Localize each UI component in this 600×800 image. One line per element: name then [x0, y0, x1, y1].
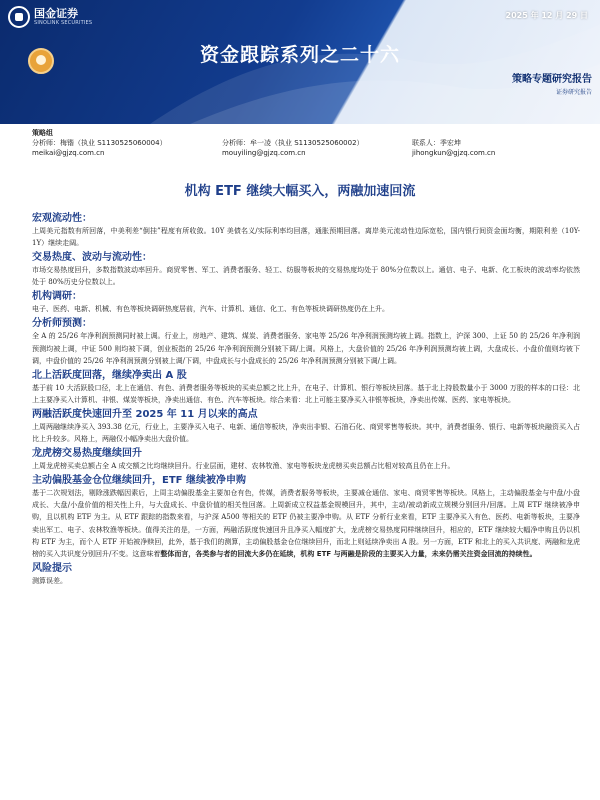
- analyst-email-link[interactable]: meikai@gjzq.com.cn: [32, 149, 105, 157]
- section-title-trading-heat: 交易热度、波动与流动性：: [32, 252, 152, 264]
- fund-position-conclusion: 整体而言，各类参与者的回流大多仍在延续，机构 ETF 与两融是阶段的主要买入力量，未来仍需关注资金回流的持续性。: [160, 549, 537, 558]
- section-body-trading-heat: 市场交易热度回升，多数指数波动率回升。商贸零售、军工、消费者服务、轻工、纺服等板块的交易热度均处于 80%分位数以上。通信、电子、电新、化工板块的波动率均依然处于 80%历史分位数以上。: [32, 266, 580, 287]
- report-date: 2025 年 12 月 29 日: [505, 11, 588, 20]
- section-title-northbound: 北上活跃度回落，继续净卖出 A 股: [32, 369, 187, 381]
- logo-name-cn: 国金证券: [34, 6, 78, 20]
- contact-name: 联系人：季宏坤: [411, 139, 461, 147]
- section-body-analyst-forecast: 全 A 的 25/26 年净利润预测同时被上调。行业上，房地产、建筑、煤炭、消费者服务、家电等 25/26 年净利润预测均被上调。指数上，沪深 300、上证 50 的 25/26 年净利润预测均被上调，中证 500 则均被下调，创业板指的 25/26 年净利润预测分别被下调/上调。风格上，大盘价值的 25/26 年净利润预测均被上调，大盘成长、小盘价值则均被下调，中盘价值的 25/26 年净利润预测分别被上调/下调，中盘成长与小盘成长的 25/26 年净利润预测分别被下调/上调。: [32, 332, 580, 365]
- section-body-dragon-tiger-list: 上周龙虎榜买卖总额占全 A 成交额之比均继续回升。行业层面，建材、农林牧渔、家电等板块龙虎榜买卖总额占比相对较高且仍在上升。: [32, 462, 455, 471]
- section-body-northbound: 基于前 10 大活跃股口径，北上在通信、有色、消费者服务等板块的买卖总额之比上升，在电子、计算机、银行等板块回落。基于北上持股数量小于 3000 万股的样本的口径：北上主要净买入计算机、非银、煤炭等板块，净卖出通信、有色、汽车等板块。综合来看：北上可能主要净买入非银等板块，净卖出传媒、医药、家电等板块。: [32, 383, 580, 404]
- fund-position-text: 基于二次规划法，剔除涨跌幅因素后，上周主动偏股基金主要加仓有色，传媒，消费者服务等板块，主要减仓通信、家电、商贸零售等板块。风格上，主动偏股基金与中盘/小盘成长、大盘/小盘价值的相关性上升，与大盘成长、中盘价值的相关性回落。上周新成立权益基金规模回升，其中，主动/被动新成立规模分别回升/回落。上周 ETF 继续被净申购，且以机构 ETF 为主。从 ETF 跟踪的指数来看，与沪深 A500 等相关的 ETF 仍被主要净申购。从 ETF 分析行业来看，ETF 主要净买入有色、医药、电新等板块，主要净卖出军工、电子、农林牧渔等板块。值得关注的是，一方面，两融活跃度快速回升且净买入幅度扩大，龙虎榜交易热度同样继续回升，相应的，ETF 继续较大幅净申购且仍以机构 ETF 为主，而个人 ETF 开始被净赎回，此外，基于我们的测算，主动偏股基金仓位继续回升，而北上则延续净卖出 A 股。另一方面，ETF 和北上的买入共识度、两融和龙虎榜的买入共识度分别回升/不变。这意味着: [32, 489, 580, 558]
- analyst-name: 分析师：梅锴（执业 S1130525060004）: [32, 139, 167, 147]
- analyst-email-link[interactable]: mouyiling@gjzq.com.cn: [221, 149, 306, 157]
- logo-name-en: SINOLINK SECURITIES: [34, 19, 93, 26]
- analyst-name: 分析师：牟一凌（执业 S1130525060002）: [221, 139, 364, 147]
- section-body-risk-warning: 测算误差。: [32, 576, 67, 585]
- contact-email-link[interactable]: jihongkun@gjzq.com.cn: [411, 149, 496, 157]
- report-type-label: 策略专题研究报告: [512, 74, 592, 85]
- section-body-margin-trading: 上周两融继续净买入 393.38 亿元，行业上，主要净买入电子、电新、通信等板块，净卖出非银、石油石化、商贸零售等板块。其中，消费者服务、银行、电新等板块融资买入占比上升较多。风格上，两融仅小幅净卖出大盘价值。: [32, 422, 580, 444]
- section-body-institutional-research: 电子、医药、电新、机械、有色等板块调研热度居前，汽车、计算机、通信、化工、有色等板块调研热度仍在上升。: [32, 305, 389, 314]
- report-series-title: 资金跟踪系列之二十六: [199, 44, 400, 66]
- analyst-info: [32, 128, 592, 158]
- logo-emblem-icon: [8, 6, 30, 28]
- analyst-name-row: [32, 138, 592, 148]
- section-title-fund-position: 主动偏股基金仓位继续回升，ETF 继续被净申购: [32, 475, 246, 487]
- report-body: [32, 210, 580, 588]
- section-title-macro-liquidity: 宏观流动性：: [32, 213, 92, 224]
- section-title-margin-trading: 两融活跃度快速回升至 2025 年 11 月以来的高点: [32, 408, 258, 420]
- section-title-risk-warning: 风险提示: [32, 562, 72, 574]
- section-title-institutional-research: 机构调研：: [32, 291, 82, 303]
- report-subtype-label: 证券研究报告: [555, 89, 592, 96]
- analyst-email-row: [32, 148, 592, 158]
- report-main-title: 机构 ETF 继续大幅买入，两融加速回流: [184, 184, 416, 199]
- company-logo: [8, 6, 92, 28]
- team-label: 策略组: [32, 129, 53, 137]
- section-title-analyst-forecast: 分析师预测：: [32, 318, 92, 330]
- section-body-fund-position: [32, 487, 580, 560]
- section-title-dragon-tiger-list: 龙虎榜交易热度继续回升: [32, 448, 142, 460]
- report-header-banner: [0, 0, 600, 124]
- section-body-macro-liquidity: 上周美元指数有所回落，中美利差“倒挂”程度有所收敛。10Y 美债名义/实际利率均回落，通胀预期回落。离岸美元流动性边际宽松，国内银行间资金面均衡，期限利差（10Y-1Y）继续走阔。: [32, 227, 580, 248]
